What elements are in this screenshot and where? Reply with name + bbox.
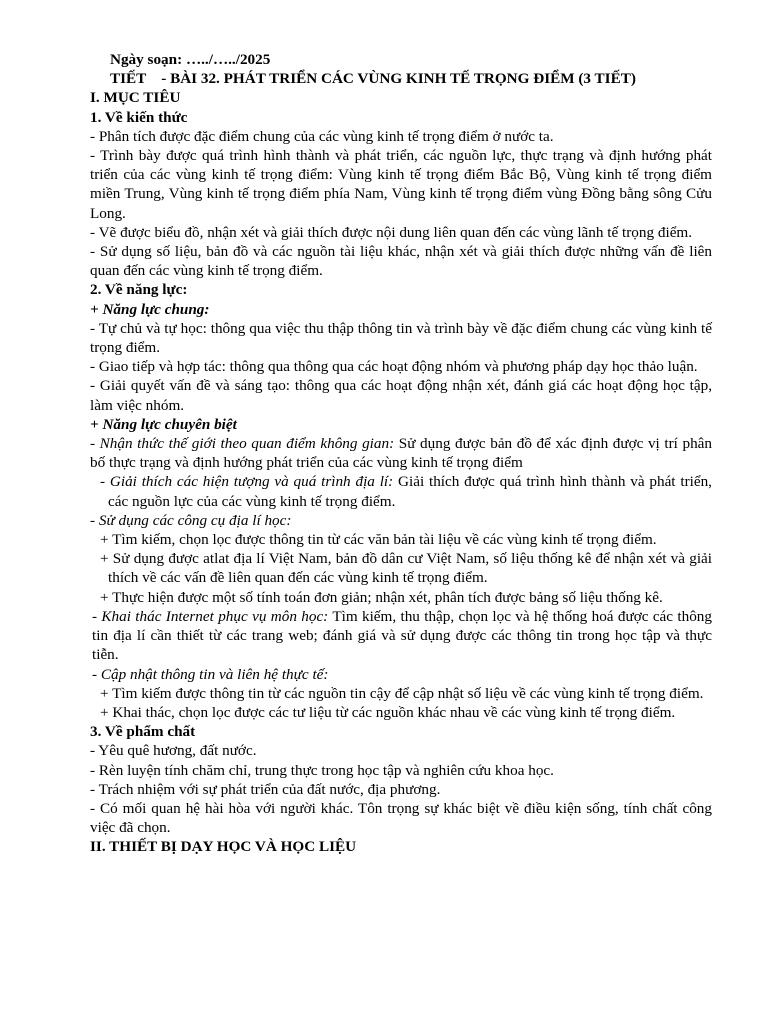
explain-competence bbox=[90, 472, 712, 510]
update-label: - Cập nhật thông tin và liên hệ thực tế: bbox=[92, 665, 329, 683]
update-item: + Tìm kiếm được thông tin từ các nguồn tin cậy để cập nhật số liệu về các vùng kinh tế trọng điểm. bbox=[100, 684, 704, 702]
internet-label: - Khai thác Internet phục vụ môn học: bbox=[92, 607, 329, 625]
spatial-competence bbox=[90, 434, 712, 472]
quality-item: - Có mối quan hệ hài hòa với người khác. Tôn trọng sự khác biệt về điều kiện sống, tính chất công việc đã chọn. bbox=[90, 799, 712, 837]
knowledge-item: - Sử dụng số liệu, bản đồ và các nguồn tài liệu khác, nhận xét và giải thích được những vấn đề liên quan đến các vùng kinh tế trọng điểm. bbox=[90, 243, 712, 280]
quality-item: - Rèn luyện tính chăm chỉ, trung thực trong học tập và nghiên cứu khoa học. bbox=[90, 761, 554, 779]
internet-competence bbox=[90, 607, 712, 665]
general-competence-item: - Tự chủ và tự học: thông qua việc thu thập thông tin và trình bày về đặc điểm chung các vùng kinh tế trọng điểm. bbox=[90, 319, 712, 357]
competence-heading: 2. Về năng lực: bbox=[90, 281, 188, 299]
internet-text: Tìm kiếm, thu thập, chọn lọc và hệ thống hoá được các thông tin địa lí cần thiết từ các trang web; đánh giá và sử dụng được các thông tin trong học tập và thực tiễn. bbox=[92, 607, 712, 664]
spatial-label: - Nhận thức thế giới theo quan điểm không gian: bbox=[90, 435, 395, 453]
tools-item: + Thực hiện được một số tính toán đơn giản; nhận xét, phân tích được bảng số liệu thống kê. bbox=[100, 588, 663, 606]
knowledge-item: - Phân tích được đặc điểm chung của các vùng kinh tế trọng điểm ở nước ta. bbox=[90, 127, 554, 145]
specific-competence-heading: + Năng lực chuyên biệt bbox=[90, 415, 237, 433]
explain-text: Giải thích được quá trình hình thành và phát triển, các nguồn lực của các vùng kinh tế trọng điểm. bbox=[108, 473, 712, 510]
quality-item: - Trách nhiệm với sự phát triển của đất nước, địa phương. bbox=[90, 780, 441, 798]
knowledge-heading: 1. Về kiến thức bbox=[90, 108, 188, 126]
knowledge-item: - Trình bày được quá trình hình thành và phát triển, các nguồn lực, thực trạng và định hướng phát triển của các vùng kinh tế trọng điểm: Vùng kinh tế trọng điểm Bắc Bộ, Vùng kinh tế trọng điểm miền Trung, Vùng kinh tế trọng điểm phía Nam, Vùng kinh tế trọng điểm vùng Đồng bằng sông Cửu Long. bbox=[90, 147, 712, 222]
spatial-text: Sử dụng được bản đồ để xác định được vị trí phân bố thực trạng và định hướng phát triển của các vùng kinh tế trọng điểm bbox=[90, 435, 713, 472]
date-line: Ngày soạn: …../…../2025 bbox=[110, 51, 271, 68]
update-item: + Khai thác, chọn lọc được các tư liệu từ các nguồn khác nhau về các vùng kinh tế trọng điểm. bbox=[100, 703, 676, 721]
general-competence-item: - Giải quyết vấn đề và sáng tạo: thông qua các hoạt động nhận xét, đánh giá các hoạt động học tập, làm việc nhóm. bbox=[90, 377, 712, 414]
section-objectives-heading: I. MỤC TIÊU bbox=[90, 89, 181, 107]
section-equipment-heading: II. THIẾT BỊ DẠY HỌC VÀ HỌC LIỆU bbox=[90, 838, 357, 856]
general-competence-item: - Giao tiếp và hợp tác: thông qua thông qua các hoạt động nhóm và phương pháp dạy học thảo luận. bbox=[90, 358, 698, 376]
tools-item: + Tìm kiếm, chọn lọc được thông tin từ các văn bản tài liệu về các vùng kinh tế trọng điểm. bbox=[100, 531, 657, 549]
tools-label: - Sử dụng các công cụ địa lí học: bbox=[90, 511, 292, 529]
general-competence-heading: + Năng lực chung: bbox=[90, 300, 210, 318]
tools-item: + Sử dụng được atlat địa lí Việt Nam, bản đồ dân cư Việt Nam, số liệu thống kê để nhận xét và giải thích về các vấn đề liên quan đến các vùng kinh tế trọng điểm. bbox=[100, 550, 712, 587]
qualities-heading: 3. Về phẩm chất bbox=[90, 723, 196, 741]
quality-item: - Yêu quê hương, đất nước. bbox=[90, 742, 257, 760]
lesson-title: TIẾT - BÀI 32. PHÁT TRIỂN CÁC VÙNG KINH TẾ TRỌNG ĐIỂM (3 TIẾT) bbox=[110, 70, 636, 88]
explain-label: - Giải thích các hiện tượng và quá trình địa lí: bbox=[100, 473, 394, 491]
knowledge-item: - Vẽ được biểu đồ, nhận xét và giải thích được nội dung liên quan đến các vùng lãnh tế trọng điểm. bbox=[90, 223, 693, 241]
